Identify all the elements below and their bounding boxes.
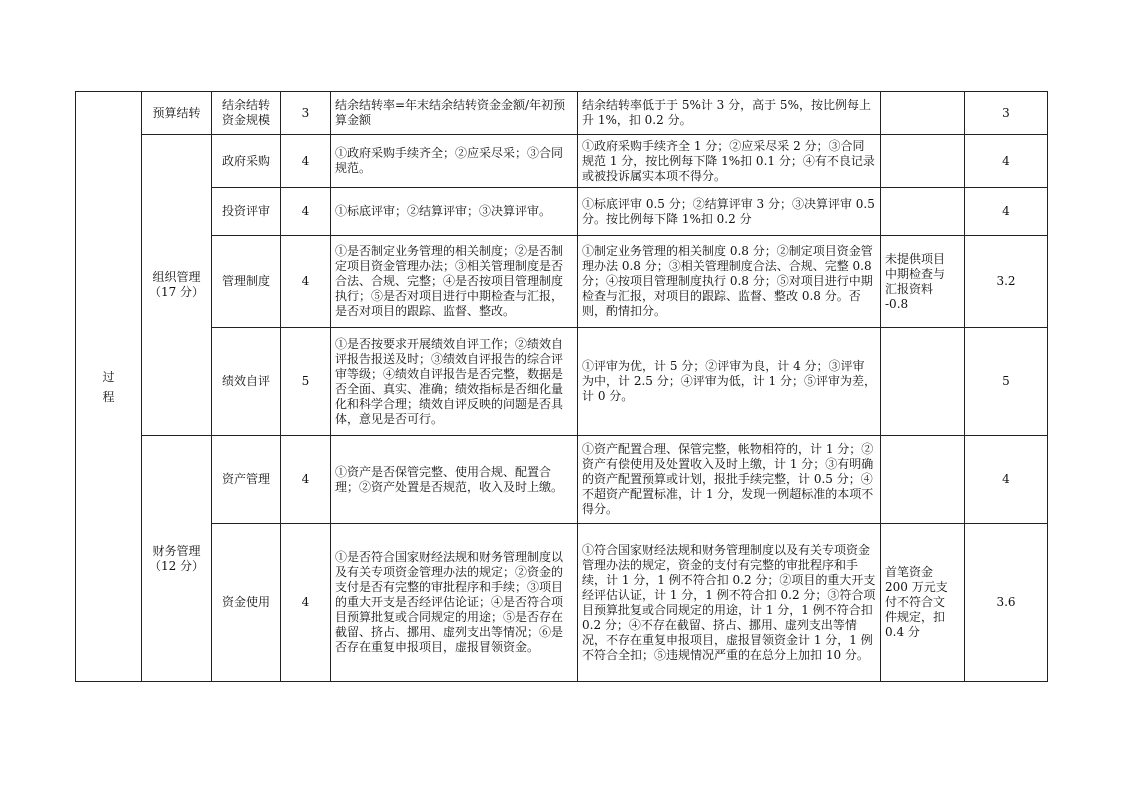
table-row [76, 524, 1048, 682]
item-cell: 绩效自评 [212, 328, 281, 436]
note-cell: 未提供项目 中期检查与 汇报资料 -0.8 [881, 236, 965, 328]
table-row [76, 188, 1048, 236]
criteria-cell: ①制定业务管理的相关制度 0.8 分；②制定项目资金管理办法 0.8 分；③相关管理制度合法、合规、完整 0.8 分；④按项目管理制度执行 0.8 分；⑤对项目进行中期检查与汇报，对项目的跟踪、监督、整改 0.8 分。否则，酌情扣分。 [578, 236, 881, 328]
score-cell: 3 [965, 92, 1048, 135]
score-cell: 4 [965, 135, 1048, 188]
item-cell: 投资评审 [212, 188, 281, 236]
weight-cell: 4 [281, 524, 331, 682]
stage-char: 程 [102, 389, 115, 404]
note-cell: 首笔资金 200 万元支 付不符合文 件规定，扣 0.4 分 [881, 524, 965, 682]
criteria-cell: ①政府采购手续齐全 1 分；②应采尽采 2 分；③合同规范 1 分，按比例每下降 1%扣 0.1 分；④有不良记录或被投诉属实本项不得分。 [578, 135, 881, 188]
item-cell: 资金使用 [212, 524, 281, 682]
note-cell [881, 135, 965, 188]
weight-cell: 3 [281, 92, 331, 135]
content-cell: ①标底评审；②结算评审；③决算评审。 [331, 188, 578, 236]
note-cell [881, 188, 965, 236]
note-cell [881, 436, 965, 524]
item-cell: 政府采购 [212, 135, 281, 188]
criteria-cell: ①评审为优，计 5 分；②评审为良，计 4 分；③评审为中，计 2.5 分；④评审为低，计 1 分；⑤评审为差，计 0 分。 [578, 328, 881, 436]
criteria-cell: ①资产配置合理、保管完整，帐物相符的，计 1 分；②资产有偿使用及处置收入及时上缴，计 1 分；③有明确的资产配置预算或计划，报批手续完整，计 0.5 分；④不超资产配置标准，计 1 分，发现一例超标准的本项不得分。 [578, 436, 881, 524]
group-cell-budget: 预算结转 [142, 92, 212, 135]
item-cell: 管理制度 [212, 236, 281, 328]
evaluation-table [75, 91, 1048, 682]
note-cell [881, 92, 965, 135]
table-row [76, 135, 1048, 188]
weight-cell: 4 [281, 135, 331, 188]
table-row [76, 436, 1048, 524]
item-cell: 结余结转 资金规模 [212, 92, 281, 135]
score-cell: 4 [965, 436, 1048, 524]
criteria-cell: 结余结转率低于于 5%计 3 分，高于 5%，按比例每上升 1%，扣 0.2 分。 [578, 92, 881, 135]
score-cell: 5 [965, 328, 1048, 436]
content-cell: ①政府采购手续齐全；②应采尽采；③合同规范。 [331, 135, 578, 188]
content-cell: ①是否符合国家财经法规和财务管理制度以及有关专项资金管理办法的规定；②资金的支付是否有完整的审批程序和手续；③项目的重大开支是否经评估论证；④是否符合项目预算批复或合同规定的用途；⑤是否存在截留、挤占、挪用、虚列支出等情况；⑥是否存在重复申报项目，虚报冒领资金。 [331, 524, 578, 682]
weight-cell: 4 [281, 436, 331, 524]
table-row [76, 328, 1048, 436]
note-cell [881, 328, 965, 436]
group-cell-finance: 财务管理 （12 分） [142, 436, 212, 682]
content-cell: ①是否按要求开展绩效自评工作；②绩效自评报告报送及时；③绩效自评报告的综合评审等级；④绩效自评报告是否完整，数据是否全面、真实、准确；绩效指标是否细化量化和科学合理；绩效自评反映的问题是否具体，意见是否可行。 [331, 328, 578, 436]
score-cell: 3.2 [965, 236, 1048, 328]
table-row [76, 92, 1048, 135]
weight-cell: 4 [281, 188, 331, 236]
criteria-cell: ①符合国家财经法规和财务管理制度以及有关专项资金管理办法的规定，资金的支付有完整的审批程序和手续，计 1 分，1 例不符合扣 0.2 分；②项目的重大开支经评估认证，计 1 分，1 例不符合扣 0.2 分；③符合项目预算批复或合同规定的用途，计 1 分，1 例不符合扣 0.2 分；④不存在截留、挤占、挪用、虚列支出等情况，不存在重复申报项目，虚报冒领资金计 1 分，1 例不符合全扣；⑤违规情况严重的在总分上加扣 10 分。 [578, 524, 881, 682]
item-cell: 资产管理 [212, 436, 281, 524]
criteria-cell: ①标底评审 0.5 分；②结算评审 3 分；③决算评审 0.5 分。按比例每下降 1%扣 0.2 分 [578, 188, 881, 236]
table-row [76, 236, 1048, 328]
score-cell: 4 [965, 188, 1048, 236]
weight-cell: 4 [281, 236, 331, 328]
group-cell-org: 组织管理 （17 分） [142, 135, 212, 436]
content-cell: ①资产是否保管完整、使用合规、配置合理；②资产处置是否规范，收入及时上缴。 [331, 436, 578, 524]
stage-cell [76, 92, 142, 682]
stage-char: 过 [102, 369, 115, 384]
weight-cell: 5 [281, 328, 331, 436]
content-cell: ①是否制定业务管理的相关制度；②是否制定项目资金管理办法；③相关管理制度是否合法、合规、完整；④是否按项目管理制度执行；⑤是否对项目进行中期检查与汇报，是否对项目的跟踪、监督、整改。 [331, 236, 578, 328]
content-cell: 结余结转率=年末结余结转资金金额/年初预算金额 [331, 92, 578, 135]
score-cell: 3.6 [965, 524, 1048, 682]
